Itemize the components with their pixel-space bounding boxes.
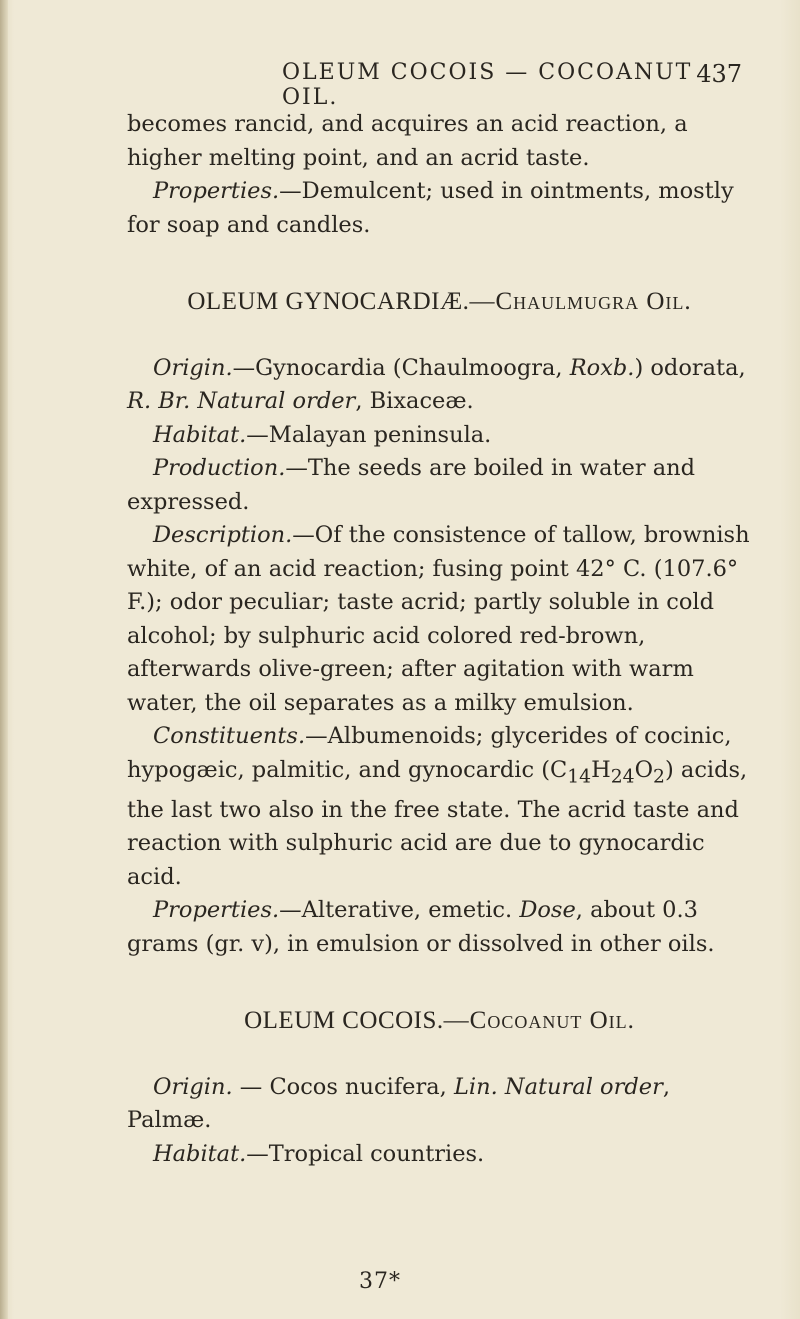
running-head-title: OLEUM COCOIS — COCOANUT OIL. bbox=[282, 60, 693, 110]
heading-main: OLEUM GYNOCARDIÆ. bbox=[187, 288, 470, 315]
page-number: 437 bbox=[696, 60, 742, 88]
paragraph-properties: Properties.—Demulcent; used in ointments, mostly for soap and candles. bbox=[127, 178, 734, 238]
heading-sub: —Chaulmugra Oil. bbox=[469, 288, 692, 315]
section-heading-cocois bbox=[127, 1004, 752, 1038]
page-text bbox=[127, 108, 752, 1171]
paragraph-description: Description.—Of the consistence of tallow, brownish white, of an acid reaction; fusing point 42° C. (107.6° F.); odor peculiar; taste acrid; partly soluble in cold alcohol; by sulphuric acid colored red-brown, afterwards olive-green; after agitation with warm water, the oil separates as a milky emulsion. bbox=[127, 522, 750, 716]
paragraph-production: Production.—The seeds are boiled in water and expressed. bbox=[127, 455, 696, 515]
paragraph-habitat: Habitat.—Malayan peninsula. bbox=[153, 421, 492, 448]
heading-sub: —Cocoanut Oil. bbox=[443, 1007, 635, 1034]
paragraph-origin: Origin.—Gynocardia (Chaulmoogra, Roxb.) odorata, R. Br. Natural order, Bixaceæ. bbox=[127, 354, 746, 414]
section-heading-gynocardiae bbox=[127, 285, 752, 319]
signature-mark: 37* bbox=[359, 1269, 401, 1294]
paragraph-constituents: Constituents.—Albumenoids; glycerides of cocinic, hypogæic, palmitic, and gynocardic $(C_{14}H_{24}O_2)$ acids, the last two also in the free state. The acrid taste and reaction with sulphuric acid are due to gynocardic acid. bbox=[127, 723, 748, 890]
paragraph-properties-2: Properties.—Alterative, emetic. Dose, about 0.3 grams (gr. v), in emulsion or dissolved in other oils. bbox=[127, 897, 715, 957]
page-spine-shadow bbox=[0, 0, 8, 1319]
paragraph-continuation: becomes rancid, and acquires an acid reaction, a higher melting point, and an acrid taste. bbox=[127, 111, 688, 171]
paragraph-habitat-2: Habitat.—Tropical countries. bbox=[153, 1140, 485, 1167]
heading-main: OLEUM COCOIS. bbox=[244, 1007, 444, 1034]
paragraph-origin-2: Origin. — Cocos nucifera, Lin. Natural order, Palmæ. bbox=[127, 1073, 670, 1133]
properties-label: Properties. bbox=[153, 178, 280, 204]
